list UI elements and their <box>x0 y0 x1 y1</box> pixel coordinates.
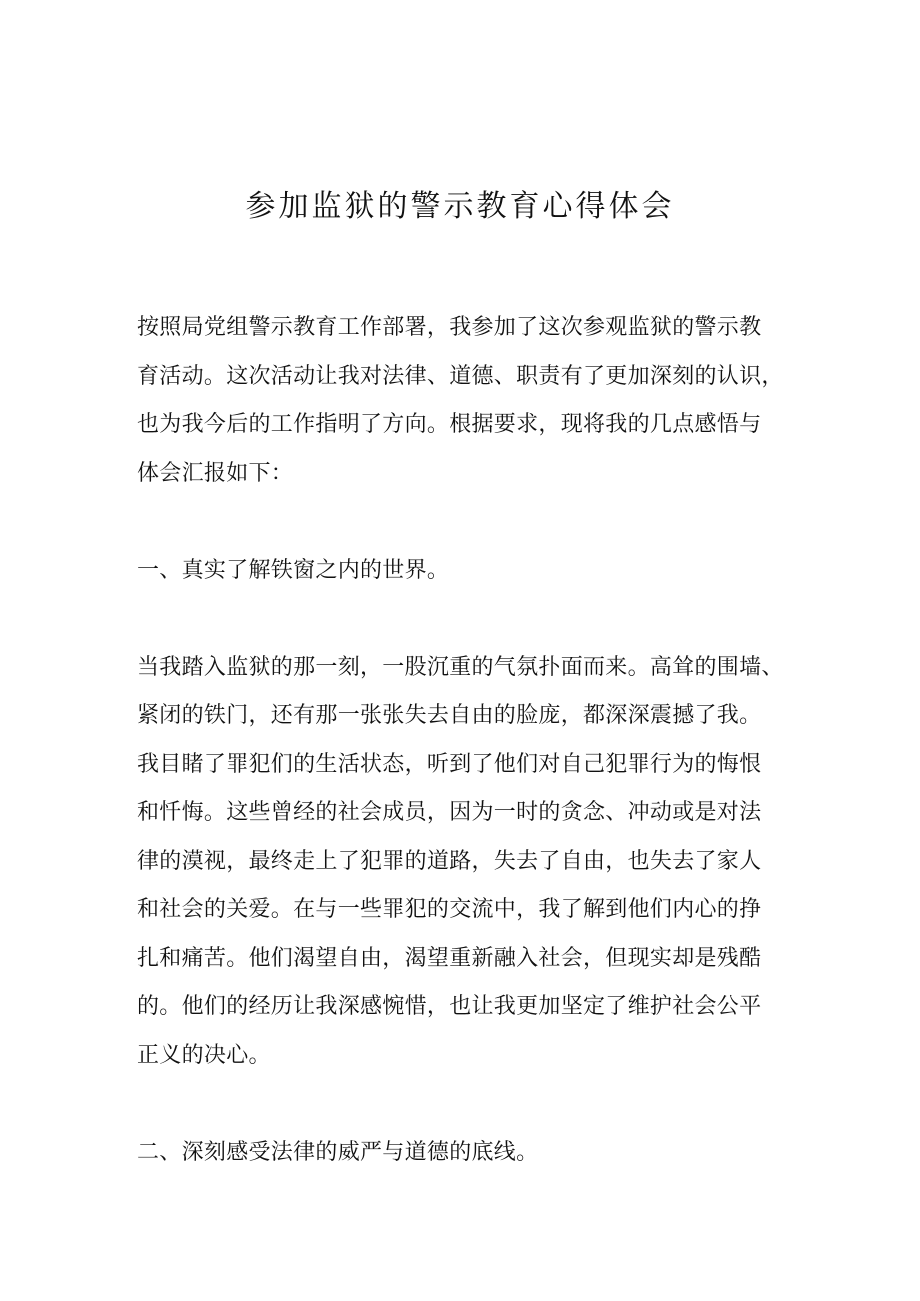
paragraph-line: 体会汇报如下： <box>137 461 294 486</box>
paragraph-line: 和忏悔。这些曾经的社会成员，因为一时的贪念、冲动或是对法 <box>137 800 762 825</box>
paragraph-line: 的。他们的经历让我深感惋惜，也让我更加坚定了维护社会公平 <box>137 994 762 1019</box>
paragraph-line: 和社会的关爱。在与一些罪犯的交流中，我了解到他们内心的挣 <box>137 897 762 922</box>
paragraph-line: 正义的决心。 <box>137 1043 271 1068</box>
paragraph-line: 律的漠视，最终走上了犯罪的道路，失去了自由，也失去了家人 <box>137 849 762 874</box>
paragraph-line: 育活动。这次活动让我对法律、道德、职责有了更加深刻的认识， <box>137 364 784 389</box>
paragraph-line: 也为我今后的工作指明了方向。根据要求，现将我的几点感悟与 <box>137 412 762 437</box>
paragraph-line: 我目睹了罪犯们的生活状态，听到了他们对自己犯罪行为的悔恨 <box>137 752 762 777</box>
section-2-heading: 二、深刻感受法律的威严与道德的底线。 <box>137 1140 539 1165</box>
section-1-heading: 一、真实了解铁窗之内的世界。 <box>137 558 450 583</box>
paragraph-line: 当我踏入监狱的那一刻，一股沉重的气氛扑面而来。高耸的围墙、 <box>137 655 784 680</box>
document-title: 参加监狱的警示教育心得体会 <box>245 189 675 224</box>
paragraph-line: 紧闭的铁门，还有那一张张失去自由的脸庞，都深深震撼了我。 <box>137 703 762 728</box>
paragraph-line: 扎和痛苦。他们渴望自由，渴望重新融入社会，但现实却是残酷 <box>137 946 762 971</box>
paragraph-line: 按照局党组警示教育工作部署，我参加了这次参观监狱的警示教 <box>137 315 762 340</box>
